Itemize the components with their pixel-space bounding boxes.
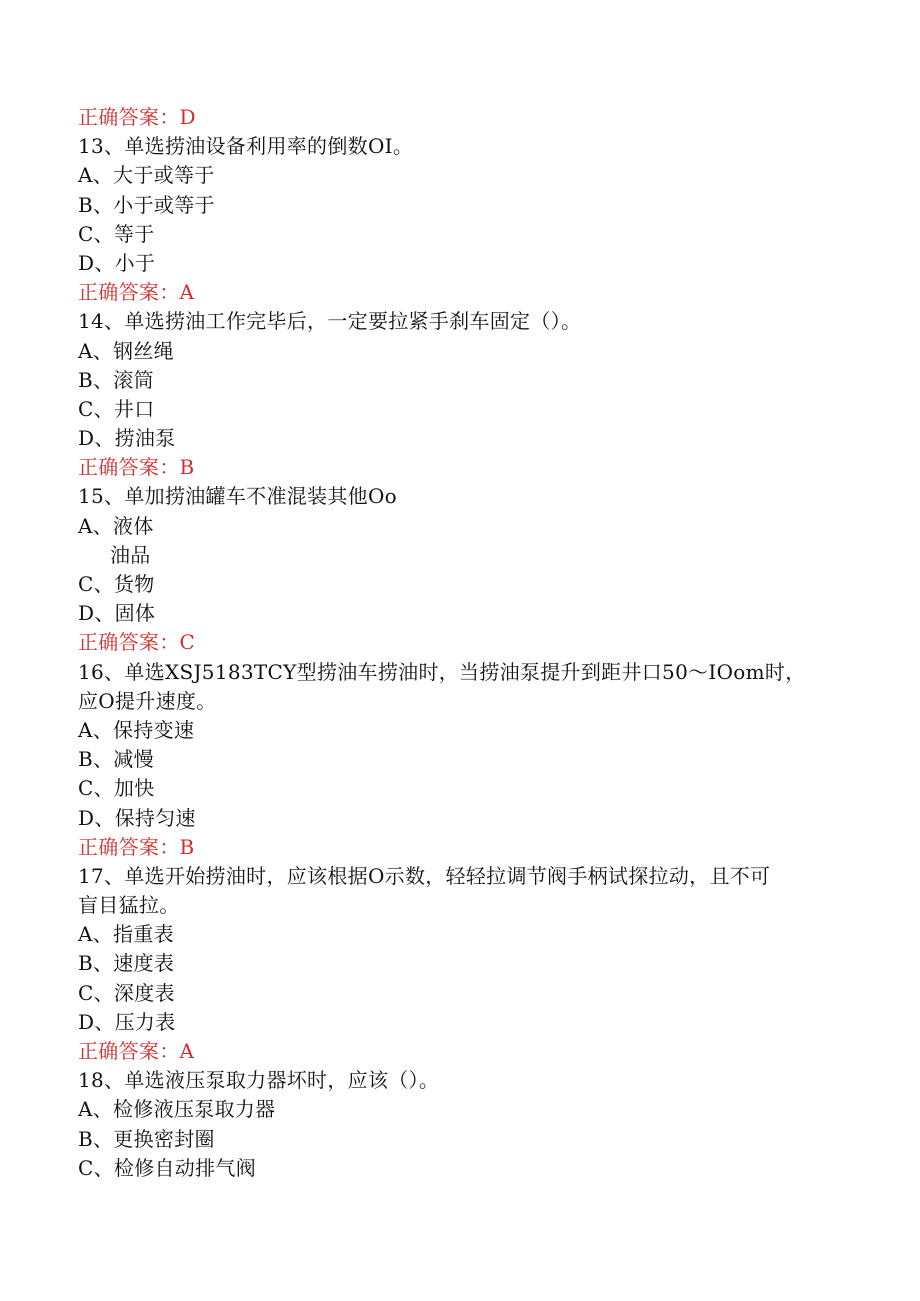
question-15: 15、单加捞油罐车不准混装其他Oo — [78, 484, 397, 509]
option-line: 油品 — [110, 542, 151, 567]
option-line: A、大于或等于 — [78, 163, 215, 188]
option-line: A、钢丝绳 — [78, 338, 174, 363]
option-line: D、固体 — [78, 601, 156, 626]
option-line: B、小于或等于 — [78, 192, 215, 217]
option-line: C、深度表 — [78, 980, 175, 1005]
answer-line: 正确答案：B — [78, 455, 195, 480]
option-line: C、井口 — [78, 396, 155, 421]
question-17: 17、单选开始捞油时，应该根据O示数，轻轻拉调节阀手柄试探拉动，且不可 — [78, 863, 771, 888]
option-line: A、液体 — [78, 513, 154, 538]
document-page — [78, 103, 858, 1183]
answer-line: 正确答案：A — [78, 280, 195, 305]
option-line: D、保持匀速 — [78, 805, 196, 830]
question-17-continued: 盲目猛拉。 — [78, 893, 180, 918]
option-line: D、压力表 — [78, 1009, 176, 1034]
option-line: D、捞油泵 — [78, 426, 176, 451]
option-line: A、检修液压泵取力器 — [78, 1097, 276, 1122]
option-line: C、检修自动排气阀 — [78, 1155, 257, 1180]
question-16: 16、单选XSJ5183TCY型捞油车捞油时，当捞油泵提升到距井口50～IOom时， — [78, 659, 806, 684]
question-13: 13、单选捞油设备利用率的倒数OI。 — [78, 134, 414, 159]
answer-line: 正确答案：B — [78, 834, 195, 859]
option-line: B、速度表 — [78, 951, 175, 976]
option-line: B、减慢 — [78, 747, 154, 772]
answer-line: 正确答案：C — [78, 630, 196, 655]
option-line: A、指重表 — [78, 922, 174, 947]
option-line: C、货物 — [78, 572, 155, 596]
answer-line: 正确答案：A — [78, 1039, 195, 1063]
question-16-continued: 应O提升速度。 — [78, 688, 217, 713]
option-line: C、等于 — [78, 221, 155, 246]
question-14: 14、单选捞油工作完毕后，一定要拉紧手刹车固定（）。 — [78, 309, 582, 334]
option-line: B、更换密封圈 — [78, 1126, 215, 1151]
option-line: D、小于 — [78, 250, 156, 275]
option-line: B、滚筒 — [78, 367, 154, 392]
question-18: 18、单选液压泵取力器坏时，应该（）。 — [78, 1068, 440, 1093]
answer-line: 正确答案：D — [78, 105, 196, 129]
option-line: C、加快 — [78, 776, 155, 801]
option-line: A、保持变速 — [78, 717, 195, 742]
